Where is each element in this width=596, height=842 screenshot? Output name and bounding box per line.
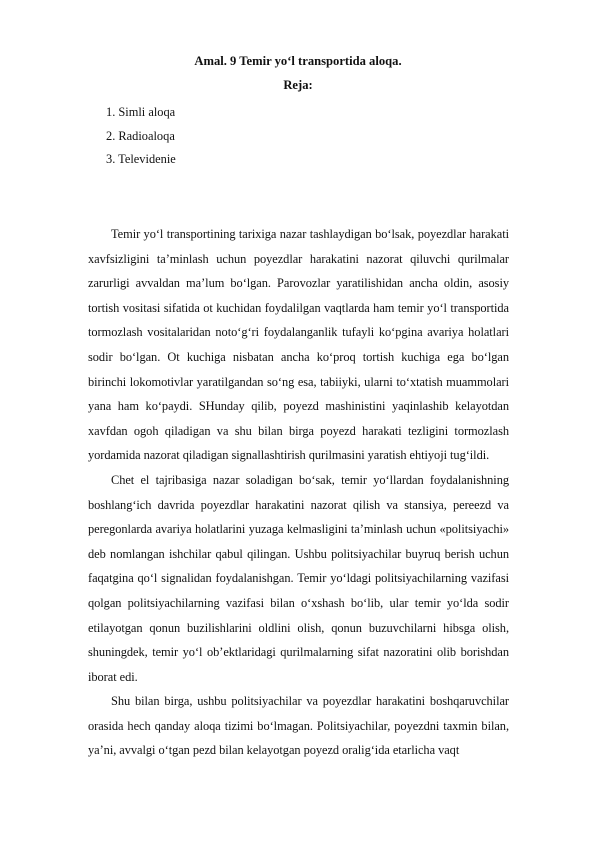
document-title: Amal. 9 Temir yo‘l transportida aloqa.: [194, 54, 402, 68]
plan-item: 3. Televidenie: [106, 152, 176, 166]
paragraph: Shu bilan birga, ushbu politsiyachilar va poyezdlar harakatini boshqaruvchilar orasida hech qanday aloqa tizimi bo‘lmagan. Politsiyachilar, poyezdni taxmin bilan, ya’ni, avvalgi o‘tgan pezd bilan kelayotgan poyezd oralig‘ida etarlicha vaqt: [88, 694, 509, 758]
plan-item: 1. Simli aloqa: [106, 105, 176, 119]
plan-item: 2. Radioaloqa: [106, 128, 175, 143]
plan-list: [106, 101, 176, 172]
paragraph: Chet el tajribasiga nazar soladigan bo‘sak, temir yo‘llardan foydalanishning boshlang‘ich davrida poyezdlar harakatini nazorat qilish va stansiya, pereezd va peregonlarda avariya holatlarini yuzaga kelmasligini ta’minlash uchun «politsiyachi» deb nomlangan ishchilar qabul qilingan. Ushbu politsiyachilar buyruq berish uchun faqatgina qo‘l signalidan foydalanishgan. Temir yo‘ldagi politsiyachilarning vazifasi qolgan politsiyachilarning vazifasi bilan o‘xshash bo‘lib, ular temir yo‘lda sodir etilayotgan qonun buzilishlarini oldlini olish, qonun buzuvchilarni hibsga olish, shuningdek, temir yo‘l ob’ektlaridagi qurilmalarning sifat nazoratini olib borishdan iborat edi.: [88, 472, 509, 684]
paragraph: Temir yo‘l transportining tarixiga nazar tashlaydigan bo‘lsak, poyezdlar harakati xavfsizligini ta’minlash uchun poyezdlar harakatini nazorat qiluvchi qurilmalar zarurligi avvaldan ma’lum bo‘lgan. Parovozlar yaratilishidan ancha oldin, asosiy tortish vositasi sifatida ot kuchidan foydalilgan vaqtlarda ham temir yo‘l transportida tormozlash vositalaridan noto‘g‘ri foydalanganlik tufayli ko‘pgina avariya holatlari sodir bo‘lgan. Ot kuchiga nisbatan ancha ko‘proq tortish kuchiga ega bo‘lgan birinchi lokomotivlar yaratilgandan so‘ng esa, tabiiyki, ularni to‘xtatish muammolari yana ham ko‘paydi. SHunday qilib, poyezd mashinistini yaqinlashib kelayotdan xavfdan ogoh qiladigan va shu bilan birga poyezd harakati tezligini tormozlash yordamida nazorat qiladigan signallashtirish qurilmasini yaratish ehtiyoji tug‘ildi.: [88, 227, 509, 463]
plan-heading: Reja:: [283, 78, 313, 92]
document-body: [88, 222, 509, 763]
